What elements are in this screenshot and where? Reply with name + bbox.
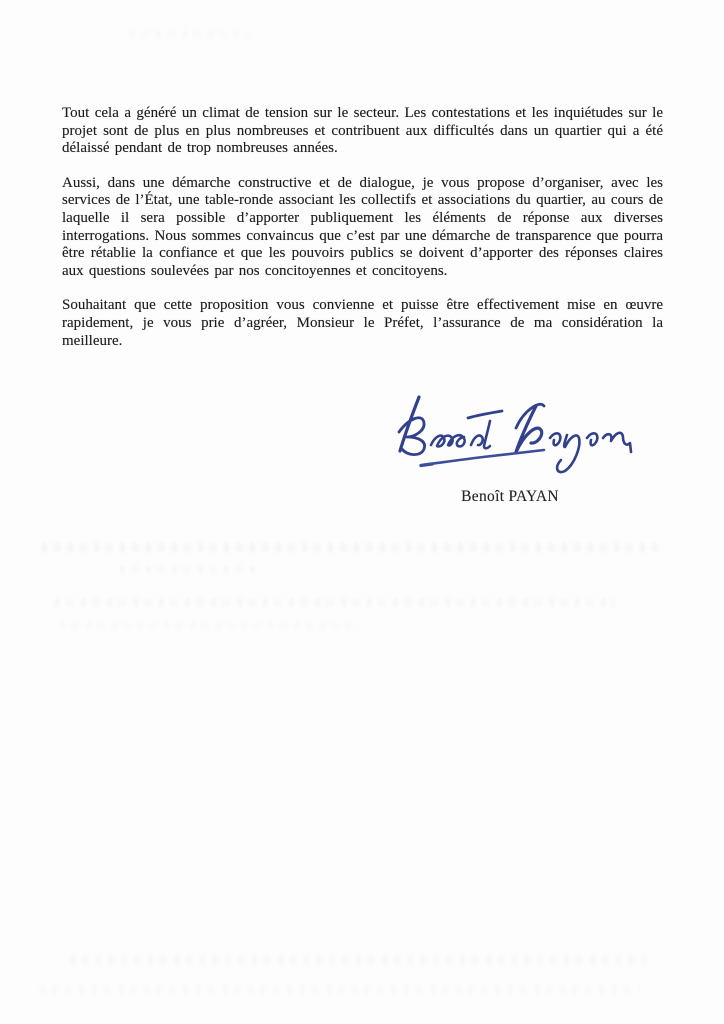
scan-bleedthrough-artifact <box>60 622 360 629</box>
letter-body <box>62 105 663 367</box>
handwritten-signature-icon <box>388 388 633 480</box>
paragraph-formule-politesse: Souhaitant que cette proposition vous convienne et puisse être effectivement mise en œuvre rapidement, je vous prie d’agréer, Monsieur le Préfet, l’assurance de ma considération la meilleure. <box>62 297 663 349</box>
scan-bleedthrough-artifact <box>70 955 650 965</box>
scan-bleedthrough-artifact <box>130 30 250 38</box>
paragraph-climat-tension: Tout cela a généré un climat de tension sur le secteur. Les contestations et les inquiétudes sur le projet sont de plus en plus nombreuses et contribuent aux difficultés dans un quartier qui a été délaissé pendant de trop nombreuses années. <box>62 105 663 157</box>
scan-bleedthrough-artifact <box>55 598 615 607</box>
scan-bleedthrough-artifact <box>40 985 640 994</box>
scan-bleedthrough-artifact <box>42 543 662 552</box>
paragraph-table-ronde: Aussi, dans une démarche constructive et de dialogue, je vous propose d’organiser, avec les services de l’État, une table-ronde associant les collectifs et associations du quartier, au cours de laquelle il sera possible d’apporter publiquement les éléments de réponse aux diverses interrogations. Nous sommes convaincus que c’est par une démarche de transparence que pourra être rétablie la confiance et que les pouvoirs publics se doivent d’apporter des réponses claires aux questions soulevées par nos concitoyennes et concitoyens. <box>62 174 663 279</box>
signature-block <box>385 388 635 506</box>
scan-bleedthrough-artifact <box>120 566 260 573</box>
signatory-name: Benoît PAYAN <box>461 488 559 505</box>
